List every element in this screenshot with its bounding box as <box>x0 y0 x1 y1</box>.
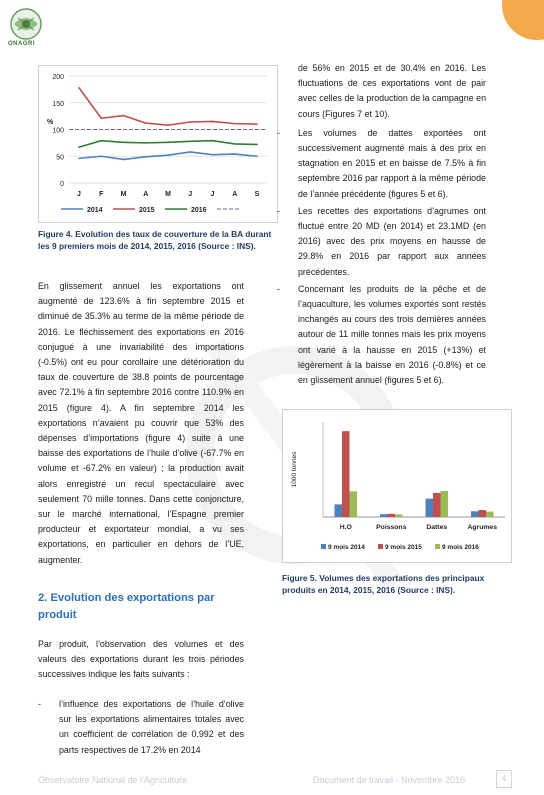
data-point <box>123 159 125 161</box>
data-point <box>189 151 191 153</box>
legend-label: 9 mois 2015 <box>385 544 422 551</box>
x-tick-label: A <box>143 191 149 198</box>
x-tick-label: Poissons <box>376 524 407 531</box>
bar-9-mois-2014-Poissons <box>380 514 388 517</box>
legend-swatch <box>321 544 326 549</box>
data-point <box>212 121 214 123</box>
bar-9-mois-2016-Poissons <box>395 514 403 517</box>
bullet-citrus: - Les recettes des exportations d’agrumes ont fluctué entre 20 MD (en 2014) et 23.1MD (en 2016) avec des prix moyens en hausse de 29.8% en 2016 par rapport aux années précédentes. <box>277 205 486 277</box>
bullet-dates: - Les volumes de dattes exportées ont successivement augmenté mais à des prix en stagnation en 2015 et en baisse de 7.5% à fin septembre 2016 par rapport à la même période de l’année précédente (figures 5 et 6). <box>277 127 486 199</box>
paragraph-exports-evolution: En glissement annuel les exportations ont augmenté de 123.6% à fin septembre 2015 et diminué de 35.3% au terme de la même période de 2016. Le fléchissement des exportations en 2016 conjugué à une invariabilité des importations (-0.5%) ont eu pour corollaire une détérioration du taux de couverture de 38.8 points de pourcentage avec 72.1% à fin septembre 2016 contre 110.9% en 2015 (figure 4). A fin septembre 2014 les exportations n’avaient pu couvrir que 53% des dépenses d’importations (figure 4) suite à une baisse des exportations de l’huile d’olive (-67.7% en volume et -67.2% en valeur) ; la production avait alors enregistré un recul spectaculaire avec seulement 70 mille tonnes. Dans cette conjoncture, sur le marché international, l’Espagne premier producteur et exportateur mondial, a vu ses exportations, en particulier en dehors de l’UE, augmenter. <box>38 281 244 565</box>
data-point <box>189 121 191 123</box>
y-tick-label: 200 <box>52 74 64 81</box>
bar-9-mois-2014-Dattes <box>426 499 434 517</box>
legend-label: 2014 <box>87 207 103 214</box>
data-point <box>145 142 147 144</box>
bar-9-mois-2016-Dattes <box>441 491 449 517</box>
x-tick-label: J <box>210 191 215 198</box>
bar-9-mois-2015-Agrumes <box>479 510 487 517</box>
bar-9-mois-2014-Agrumes <box>471 511 479 517</box>
paragraph-by-product: Par produit, l’observation des volumes et des valeurs des exportations durant les trois périodes successives indique les faits suivants : <box>38 639 244 680</box>
footer-left: Observatoire National de l’Agriculture <box>38 775 188 785</box>
x-tick-label: Agrumes <box>467 524 497 531</box>
section-title: 2. Evolution des exportations par produit <box>38 592 215 621</box>
x-tick-label: J <box>188 191 193 198</box>
bar-9-mois-2015-H.O <box>342 431 350 517</box>
x-tick-label: A <box>232 191 238 198</box>
data-point <box>167 142 169 144</box>
bullet-continuation <box>277 61 486 122</box>
data-point <box>234 143 236 145</box>
bullet-text: Les volumes de dattes exportées ont successivement augmenté mais à des prix en stagnation en 2015 et en baisse de 7.5% à fin septembre 2016 par rapport à la même période de l’année précédente (figures 5 et 6). <box>298 127 486 199</box>
x-tick-label: H.O <box>339 524 352 531</box>
data-point <box>145 156 147 158</box>
data-point <box>189 140 191 142</box>
line-chart-svg <box>39 66 277 222</box>
data-point <box>100 140 102 142</box>
data-point <box>234 153 236 155</box>
data-point <box>212 140 214 142</box>
bullet-fish: - Concernant les produits de la pêche et de l’aquaculture, les volumes exportés sont restés inchangés au cours des trois dernières années autour de 11 mille tonnes mais les prix moyens ont varié à la hausse en 2015 (+13%) et légèrement à la baisse en 2016 (-0.8%) et ce en glissement annuel (figures 5 et 6). <box>277 283 486 386</box>
y-tick-label: 0 <box>60 181 64 188</box>
bar-chart-export-volumes <box>282 409 512 563</box>
bar-chart-svg <box>283 410 511 562</box>
legend-label: 2015 <box>139 207 155 214</box>
x-tick-label: J <box>77 191 81 198</box>
right-bullet-list <box>277 61 486 390</box>
legend-label: 9 mois 2016 <box>442 544 479 551</box>
figure-5-caption: Figure 5. Volumes des exportations des principaux produits en 2014, 2015, 2016 (Source : INS). <box>282 573 485 595</box>
left-bullet-list <box>38 697 244 760</box>
data-point <box>256 144 258 146</box>
data-point <box>145 122 147 124</box>
legend-label: 2016 <box>191 207 207 214</box>
bar-9-mois-2015-Poissons <box>388 514 396 517</box>
y-tick-label: 100 <box>52 127 64 135</box>
data-point <box>167 124 169 126</box>
data-point <box>78 87 80 89</box>
series-line-2015 <box>79 88 257 125</box>
x-tick-label: F <box>99 191 104 198</box>
bullet-text: Concernant les produits de la pêche et de l’aquaculture, les volumes exportés sont restés inchangés au cours des trois dernières années autour de 11 mille tonnes mais les prix moyens ont varié à la hausse en 2015 (+13%) et légèrement à la baisse en 2016 (-0.8%) et ce en glissement annuel (figures 5 et 6). <box>298 283 486 386</box>
bullet-text: l’influence des exportations de l’huile d’olive sur les exportations alimentaires totales avec un coefficient de corrélation de 0.992 et des parts respectives de 17.2% en 2014 <box>59 699 244 755</box>
data-point <box>234 123 236 125</box>
bullet-text: de 56% en 2015 et de 30.4% en 2016. Les fluctuations de ces exportations vont de pair avec celles de la production de la campagne en cours (Figures 7 et 10). <box>298 63 486 119</box>
legend-swatch <box>378 544 383 549</box>
data-point <box>123 115 125 117</box>
footer-right: Document de travail - Novembre 2016 <box>313 775 466 785</box>
y-axis-label: % <box>47 119 54 127</box>
bar-9-mois-2016-H.O <box>350 491 358 517</box>
data-point <box>256 123 258 125</box>
data-point <box>78 146 80 148</box>
data-point <box>78 158 80 160</box>
page-number: 4 <box>496 770 512 788</box>
bullet-olive-oil: - l’influence des exportations de l’huile d’olive sur les exportations alimentaires totales avec un coefficient de corrélation de 0.992 et des parts respectives de 17.2% en 2014 <box>38 699 244 755</box>
y-axis-label: 1000 tonnes <box>291 451 298 488</box>
data-point <box>100 155 102 157</box>
x-tick-label: M <box>120 191 127 198</box>
data-point <box>100 117 102 119</box>
x-tick-label: S <box>254 191 260 198</box>
line-chart-coverage <box>38 65 278 223</box>
bullet-text: Les recettes des exportations d’agrumes ont fluctué entre 20 MD (en 2014) et 23.1MD (en 2016) avec des prix moyens en hausse de 29.8% en 2016 par rapport aux années précédentes. <box>298 205 486 277</box>
data-point <box>212 154 214 156</box>
data-point <box>256 155 258 157</box>
bar-9-mois-2015-Dattes <box>433 493 441 517</box>
legend-label: 9 mois 2014 <box>328 544 365 551</box>
data-point <box>167 154 169 156</box>
legend-swatch <box>435 544 440 549</box>
bar-9-mois-2014-H.O <box>335 504 343 517</box>
x-tick-label: M <box>165 191 171 198</box>
data-point <box>123 142 125 144</box>
y-tick-label: 150 <box>52 100 64 108</box>
figure-4-caption: Figure 4. Evolution des taux de couverture de la BA durant les 9 premiers mois de 2014, 2015, 2016 (Source : INS). <box>38 229 272 251</box>
bar-9-mois-2016-Agrumes <box>486 512 494 517</box>
x-tick-label: Dattes <box>426 524 448 531</box>
logo-text: ONAGRI <box>8 41 35 47</box>
y-tick-label: 50 <box>56 154 64 162</box>
corner-decoration <box>502 0 544 40</box>
